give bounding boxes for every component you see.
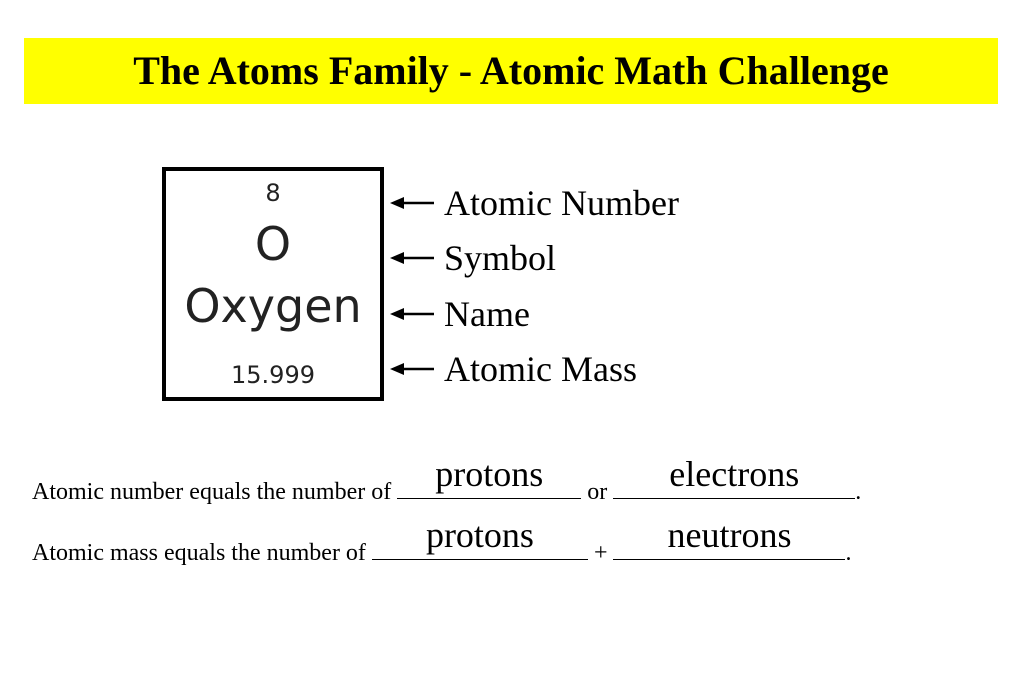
answer-protons: protons — [435, 454, 544, 494]
sentence1-end: . — [855, 479, 862, 505]
left-arrow-icon — [390, 251, 436, 265]
label-row-atomic-mass — [390, 349, 637, 389]
left-arrow-icon — [390, 307, 436, 321]
sentence2-prefix: Atomic mass equals the number of — [32, 540, 366, 566]
answer-neutrons: neutrons — [667, 515, 792, 555]
answer-blank-2 — [613, 454, 855, 499]
element-name: Oxygen — [184, 279, 362, 333]
label-name: Name — [444, 294, 530, 334]
answer-protons-2: protons — [425, 515, 534, 555]
element-symbol: O — [254, 217, 292, 271]
left-arrow-icon — [390, 196, 436, 210]
answer-blank-4 — [613, 515, 845, 560]
element-atomic-mass: 15.999 — [231, 361, 315, 389]
answer-blank-3 — [372, 515, 588, 560]
sentence1-connector: or — [587, 479, 608, 505]
label-row-atomic-number — [390, 183, 679, 223]
element-atomic-number: 8 — [265, 179, 281, 207]
answer-electrons: electrons — [669, 454, 800, 494]
label-row-symbol — [390, 238, 556, 278]
sentence1-prefix: Atomic number equals the number of — [32, 479, 392, 505]
element-tile — [162, 167, 384, 401]
sentence2-end: . — [845, 540, 852, 566]
sentence-atomic-mass — [32, 515, 852, 566]
sentence-atomic-number — [32, 454, 862, 505]
left-arrow-icon — [390, 362, 436, 376]
label-row-name — [390, 294, 530, 334]
sentence2-connector: + — [593, 540, 608, 566]
page-title: The Atoms Family - Atomic Math Challenge — [133, 48, 889, 93]
label-atomic-number: Atomic Number — [444, 183, 679, 223]
label-atomic-mass: Atomic Mass — [444, 349, 637, 389]
title-banner — [24, 38, 998, 104]
answer-blank-1 — [397, 454, 581, 499]
label-symbol: Symbol — [444, 238, 557, 278]
